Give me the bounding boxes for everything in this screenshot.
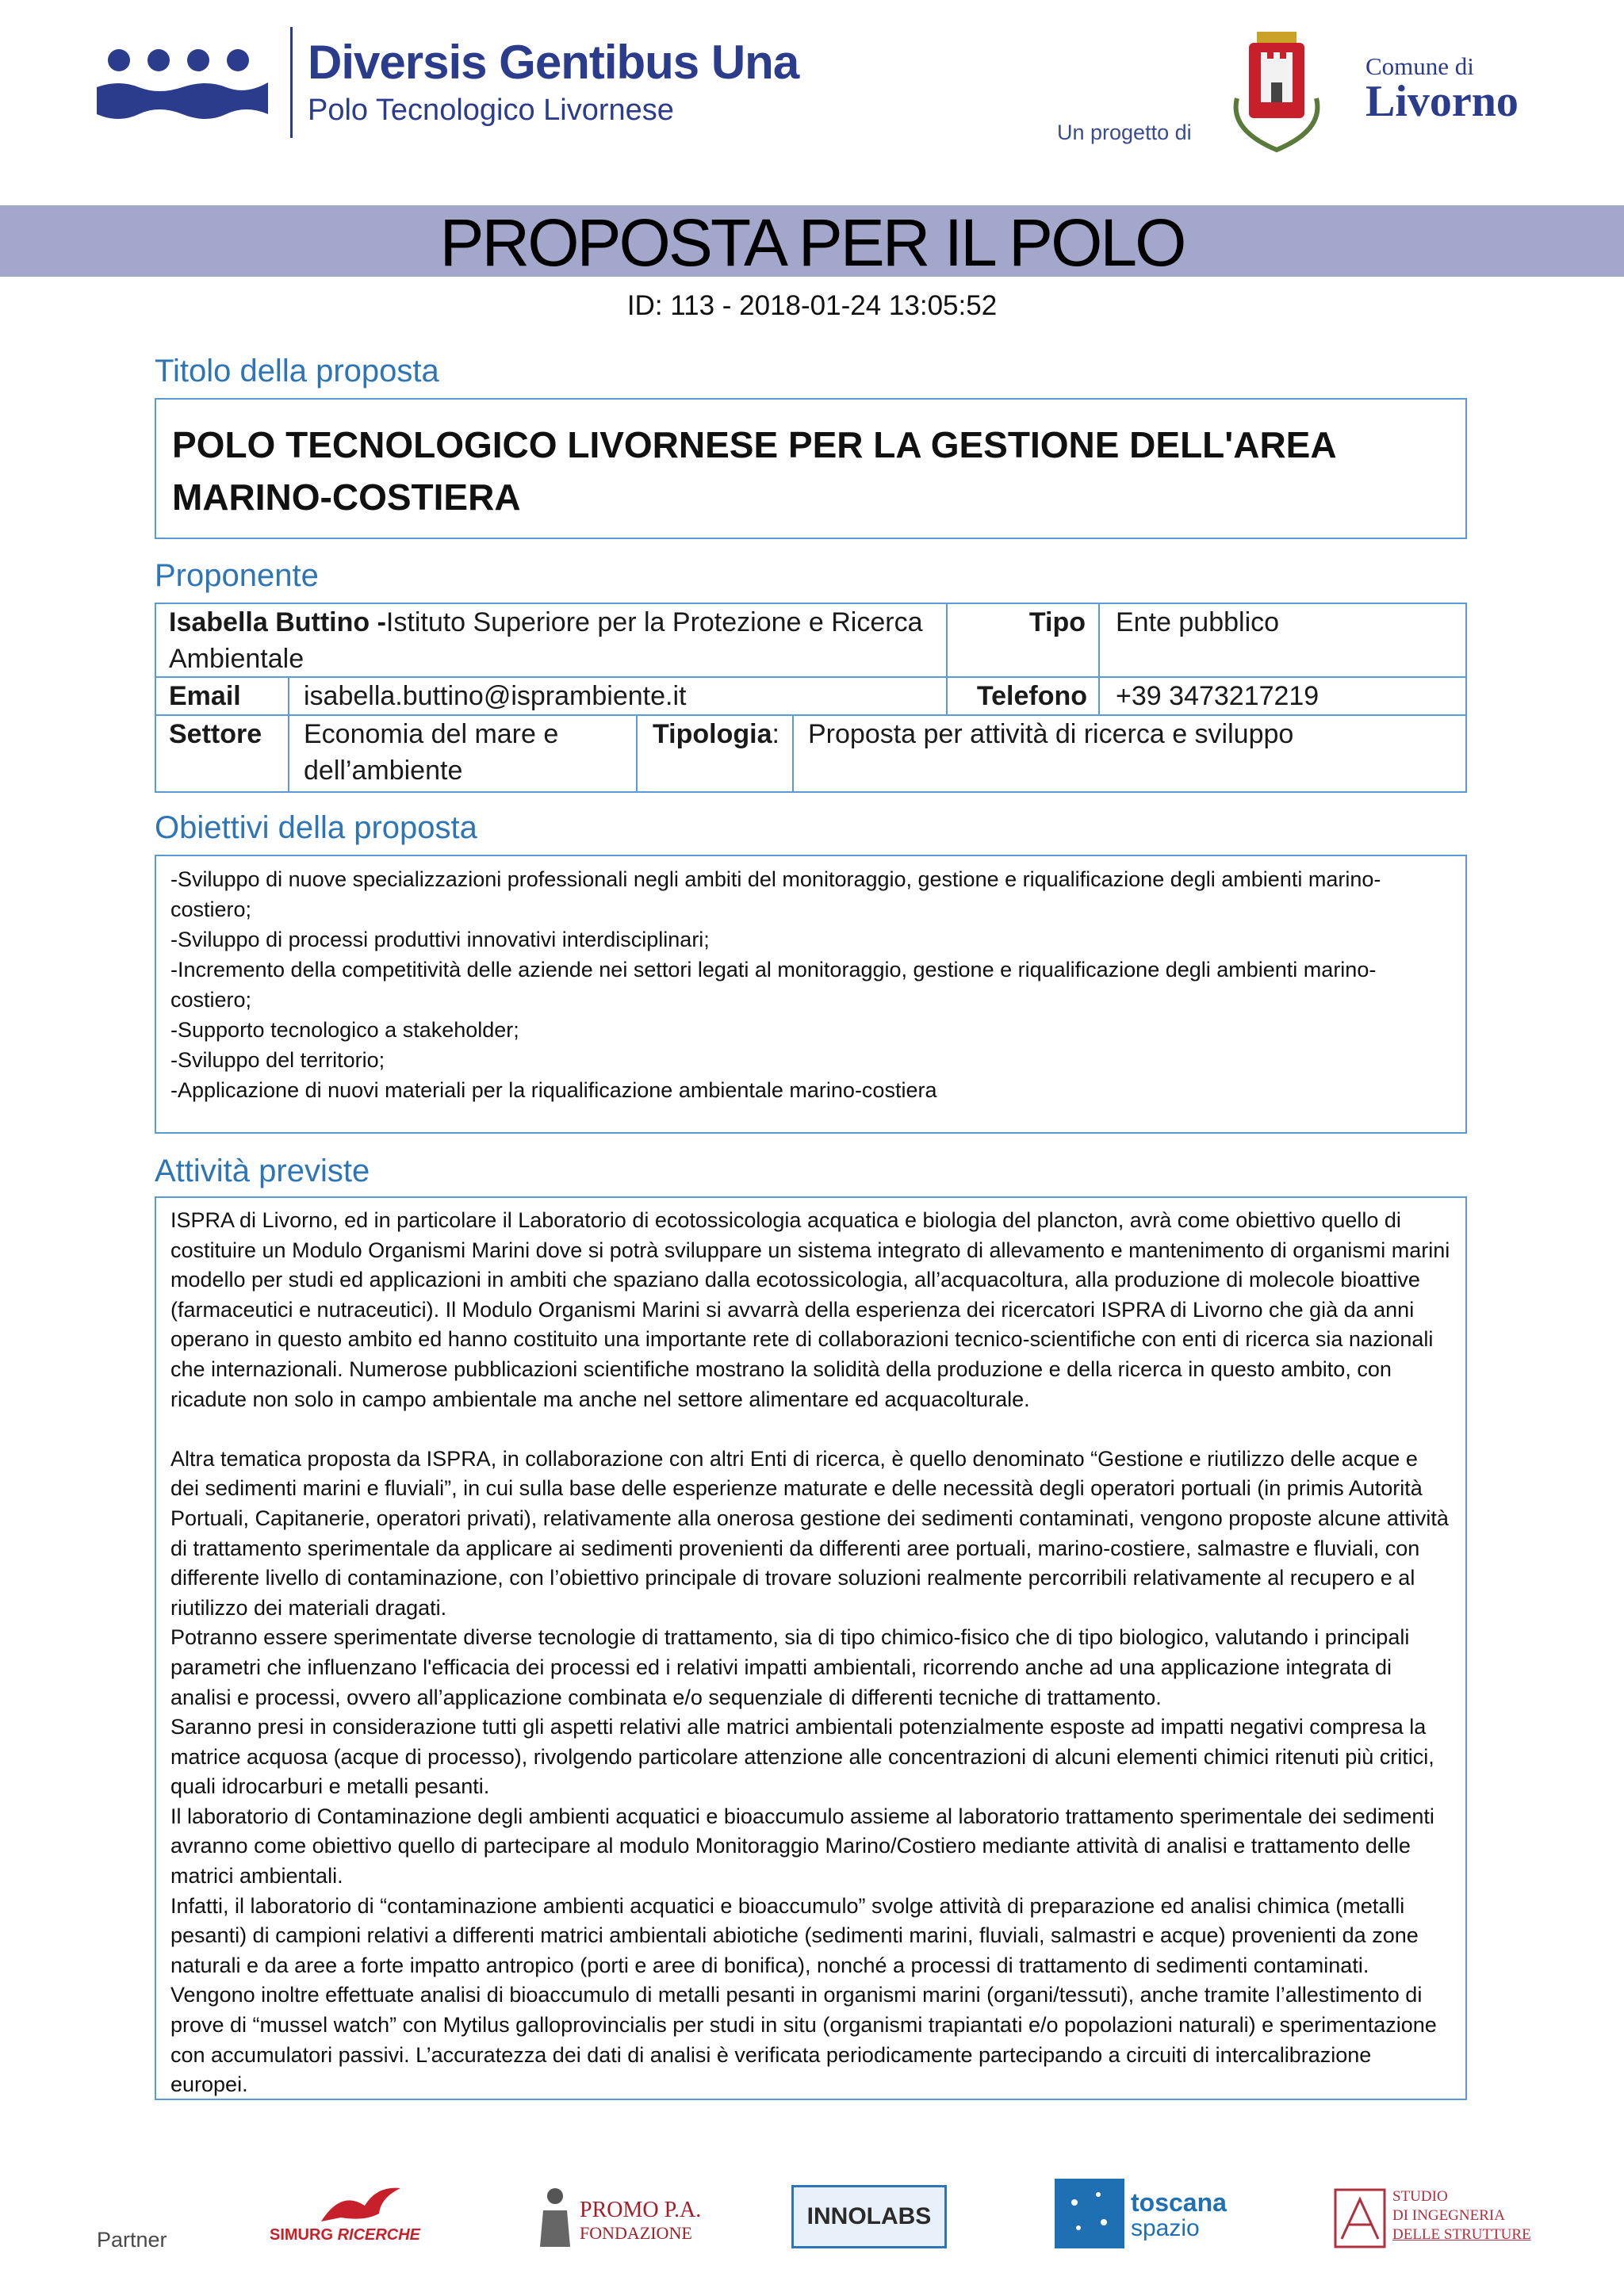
activity-paragraph: Potranno essere sperimentate diverse tecnologie di trattamento, sia di tipo chimico-fisico che di tipo biologico, valutando i principali parametri che influenzano l'efficacia dei processi ed i relativi impatti ambientali, ricorrendo anche ad una applicazione integrata di analisi e processi, ovvero all’applicazione combinata e/o sequenziale di differenti tecniche di trattamento. <box>170 1625 1410 1709</box>
objective-item: -Sviluppo di nuove specializzazioni professionali negli ambiti del monitoraggio, gestione e riqualificazione degli ambienti marino-costiero; <box>170 867 1381 921</box>
simurg-text-a: SIMURG <box>270 2226 333 2244</box>
toscana-spazio-square-icon <box>1055 2179 1124 2248</box>
studio-ingegneria-logo <box>1334 2188 1540 2252</box>
settore-label: Settore <box>169 719 262 749</box>
brand-title: Diversis Gentibus Una <box>308 36 799 89</box>
section-heading-attivita: Attività previste <box>155 1154 370 1188</box>
proposal-id: ID: 113 - 2018-01-24 13:05:52 <box>626 290 998 321</box>
settore-value: Economia del mare e dell’ambiente <box>304 719 559 786</box>
header-separator <box>290 27 293 138</box>
email-label: Email <box>169 681 241 711</box>
tipo-label: Tipo <box>1028 607 1086 637</box>
telefono-label: Telefono <box>976 681 1087 711</box>
diversis-gentibus-logo-icon <box>95 41 270 128</box>
page-title: PROPOSTA PER IL POLO <box>439 205 1185 280</box>
tipo-value: Ente pubblico <box>1116 607 1280 637</box>
toscana-text-b: spazio <box>1131 2215 1200 2241</box>
innolabs-logo <box>791 2185 947 2248</box>
telefono-value: +39 3473217219 <box>1116 681 1320 711</box>
activities-box <box>155 1196 1467 2100</box>
tipologia-label: Tipologia <box>653 719 772 749</box>
promo-pa-figure-icon <box>535 2187 575 2248</box>
objective-item: -Applicazione di nuovi materiali per la riqualificazione ambientale marino-costiera <box>170 1078 937 1102</box>
promo-pa-logo <box>535 2187 702 2250</box>
section-heading-titolo: Titolo della proposta <box>155 354 439 388</box>
innolabs-text: INNOLABS <box>806 2203 932 2229</box>
proponente-institute-text: Istituto Superiore per la Protezione e Ricerca Ambientale <box>169 607 923 674</box>
studio-text-b: DI INGEGNERIA <box>1392 2207 1505 2224</box>
simurg-logo <box>270 2182 428 2253</box>
activity-paragraph: Altra tematica proposta da ISPRA, in collaborazione con altri Enti di ricerca, è quello denominato “Gestione e riutilizzo delle acque e dei sedimenti marini e fluviali”, in cui sulla base delle esperienze maturate e delle necessità degli operatori portuali (in primis Autorità Portuali, Capitanerie, operatori privati), relativamente alla onerosa gestione dei sedimenti contaminati, vengono proposte alcune attività di trattamento sperimentale da applicare ai sedimenti provenienti da differenti aree portuali, marino-costiere, salmastre e fluviali, con differente livello di contaminazione, con l’obiettivo principale di trovare soluzioni realmente percorribili relativamente al recupero e al riutilizzo dei materiali dragati. <box>170 1446 1449 1620</box>
studio-ingegneria-mark-icon <box>1334 2188 1386 2248</box>
objective-item: -Incremento della competitività delle aziende nei settori legati al monitoraggio, gestione e riqualificazione degli ambienti marino-costiero; <box>170 958 1377 1012</box>
activity-paragraph: Infatti, il laboratorio di “contaminazione ambienti acquatici e bioaccumulo” svolge attività di preparazione ed analisi chimica (metalli pesanti) di campioni relativi a differenti matrici ambientali abiotiche (sedimenti marini, fluviali, salmastri e acque) provenienti da zone naturali e da aree a forte impatto antropico (porti e aree di bonifica), nonché a processi di trattamento di sedimenti contaminati. Vengono inoltre effettuate analisi di bioaccumulo di metalli pesanti in organismi marini (organi/tessuti), anche tramite l’allestimento di prove di “mussel watch” con Mytilus galloprovincialis per studi in situ (organismi trapiantati e/o popolazioni naturali) e sperimentazione con accumulatori passivi. L’accuratezza dei dati di analisi è verificata periodicamente partecipando a circuiti di intercalibrazione europei. <box>170 1893 1437 2097</box>
activity-paragraph: Il laboratorio di Contaminazione degli ambienti acquatici e bioaccumulo assieme al laboratorio trattamento sperimentale dei sedimenti avranno come obiettivo quello di partecipare al modulo Monitoraggio Marino/Costiero mediante attività di analisi e trattamento delle matrici ambientali. <box>170 1804 1434 1888</box>
section-heading-obiettivi: Obiettivi della proposta <box>155 810 477 845</box>
proponente-name-line <box>169 604 938 677</box>
objectives-box <box>155 855 1467 1134</box>
objective-item: -Sviluppo di processi produttivi innovativi interdisciplinari; <box>170 928 710 951</box>
proponente-grid <box>155 603 1467 793</box>
simurg-text-b: RICERCHE <box>337 2226 421 2244</box>
proponente-name-text: Isabella Buttino - <box>169 607 386 637</box>
tipologia-value: Proposta per attività di ricerca e sviluppo <box>808 719 1294 749</box>
activity-paragraph: ISPRA di Livorno, ed in particolare il Laboratorio di ecotossicologia acquatica e biologia del plancton, avrà come obiettivo quello di costituire un Modulo Organismi Marini dove si potrà sviluppare un sistema integrato di allevamento e mantenimento di organismi marini modello per studi ed applicazioni in ambiti che spaziano dalla ecotossicologia, all’acquacoltura, alla produzione di molecole bioattive (farmaceutici e nutraceutici). Il Modulo Organismi Marini si avvarrà della esperienza dei ricercatori ISPRA di Livorno che già da anni operano in questo ambito ed hanno costituito una importante rete di collaborazioni tecnico-scientifiche con enti di ricerca sia nazionali che internazionali. Numerose pubblicazioni scientifiche mostrano la solidità della produzione e della ricerca in questo ambito, con ricadute non solo in campo ambientale ma anche nel settore alimentare ed acquacolturale. <box>170 1208 1450 1411</box>
studio-text-c: DELLE STRUTTURE <box>1392 2226 1531 2243</box>
comune-label: Comune di <box>1365 52 1474 80</box>
comune-name: Livorno <box>1365 77 1519 126</box>
studio-text-a: STUDIO <box>1392 2188 1448 2205</box>
promo-pa-text-a: PROMO P.A. <box>580 2198 702 2222</box>
proposal-title: POLO TECNOLOGICO LIVORNESE PER LA GESTIONE DELL'AREA MARINO-COSTIERA <box>172 424 1335 518</box>
simurg-bird-icon <box>317 2182 404 2229</box>
activity-paragraph: Saranno presi in considerazione tutti gli aspetti relativi alle matrici ambientali potenzialmente esposte ad impatti negativi compresa la matrice acquosa (acque di processo), rivolgendo particolare attenzione alle concentrazioni di alcuni elementi chimici ritenuti più critici, quali idrocarburi e metalli pesanti. <box>170 1715 1434 1799</box>
tipologia-colon: : <box>772 719 779 749</box>
brand-subtitle: Polo Tecnologico Livornese <box>308 94 674 127</box>
partner-label: Partner <box>97 2228 167 2252</box>
section-heading-proponente: Proponente <box>155 558 319 593</box>
toscana-spazio-logo <box>1055 2179 1229 2250</box>
objective-item: -Sviluppo del territorio; <box>170 1048 385 1072</box>
livorno-crest-icon <box>1221 27 1332 154</box>
email-value: isabella.buttino@isprambiente.it <box>304 681 687 711</box>
project-of-label: Un progetto di <box>1057 121 1192 144</box>
tipologia-label-line <box>653 716 779 752</box>
toscana-text-a: toscana <box>1131 2188 1227 2217</box>
proposal-title-box <box>155 398 1467 539</box>
promo-pa-text-b: FONDAZIONE <box>580 2223 692 2243</box>
objective-item: -Supporto tecnologico a stakeholder; <box>170 1018 519 1042</box>
